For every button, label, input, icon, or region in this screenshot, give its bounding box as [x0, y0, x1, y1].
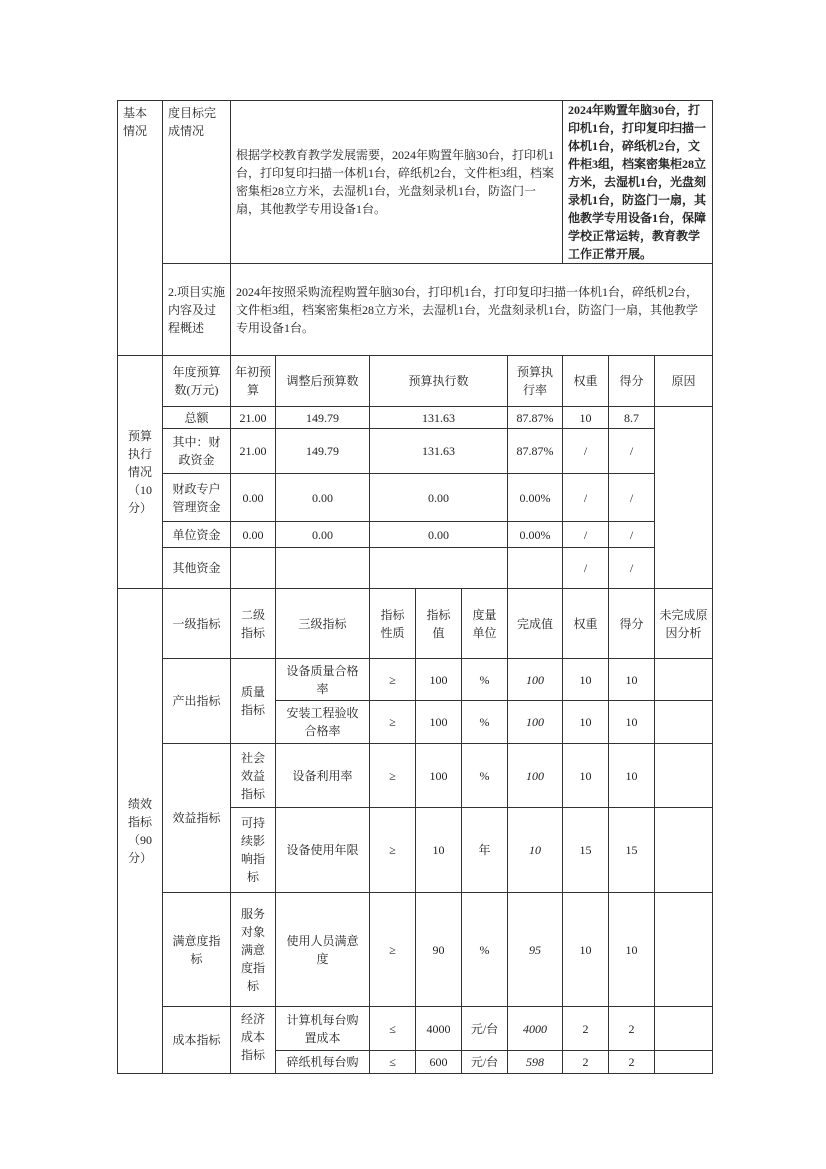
budget-name: 其中：财政资金 [163, 429, 231, 474]
indicator-target: 4000 [416, 1007, 462, 1051]
level2-sustainable: 可持续影响指标 [231, 808, 276, 893]
budget-executed: 0.00 [370, 474, 508, 522]
indicator-unit: 年 [462, 808, 508, 893]
indicator-weight: 10 [563, 893, 609, 1007]
level1-benefit: 效益指标 [163, 744, 231, 893]
indicator-name: 安装工程验收合格率 [276, 701, 370, 744]
indicator-actual: 100 [508, 659, 563, 701]
indicator-weight: 10 [563, 659, 609, 701]
indicator-score: 10 [609, 659, 655, 701]
indicator-score: 10 [609, 893, 655, 1007]
budget-score: / [609, 474, 655, 522]
indicator-unit: 元/台 [462, 1051, 508, 1074]
perf-row [118, 893, 713, 1007]
indicator-score: 2 [609, 1051, 655, 1074]
level1-satisfaction: 满意度指标 [163, 893, 231, 1007]
basic-section-label: 基本情况 [118, 101, 163, 356]
perf-row [118, 1007, 713, 1051]
budget-score: / [609, 522, 655, 548]
budget-header: 年度预算数(万元) [163, 356, 231, 407]
budget-header: 得分 [609, 356, 655, 407]
indicator-name: 设备利用率 [276, 744, 370, 808]
budget-executed: 131.63 [370, 429, 508, 474]
indicator-op: ≥ [370, 744, 416, 808]
indicator-op: ≥ [370, 893, 416, 1007]
indicator-actual: 100 [508, 701, 563, 744]
level2-service-satisfaction: 服务对象满意度指标 [231, 893, 276, 1007]
budget-initial [231, 548, 276, 589]
budget-weight: / [563, 429, 609, 474]
budget-header: 调整后预算数 [276, 356, 370, 407]
indicator-target: 100 [416, 701, 462, 744]
budget-rate: 87.87% [508, 429, 563, 474]
indicator-actual: 598 [508, 1051, 563, 1074]
indicator-target: 100 [416, 659, 462, 701]
budget-row [118, 474, 713, 522]
indicator-op: ≥ [370, 701, 416, 744]
budget-adjusted: 149.79 [276, 429, 370, 474]
indicator-weight: 2 [563, 1051, 609, 1074]
indicator-score: 2 [609, 1007, 655, 1051]
indicator-weight: 10 [563, 701, 609, 744]
indicator-actual: 95 [508, 893, 563, 1007]
indicator-target: 10 [416, 808, 462, 893]
budget-executed: 0.00 [370, 522, 508, 548]
budget-row [118, 429, 713, 474]
budget-score: 8.7 [609, 407, 655, 429]
perf-header: 完成值 [508, 589, 563, 659]
indicator-target: 600 [416, 1051, 462, 1074]
indicator-weight: 15 [563, 808, 609, 893]
perf-header: 一级指标 [163, 589, 231, 659]
indicator-name: 碎纸机每台购 [286, 1055, 359, 1069]
budget-name: 总额 [163, 407, 231, 429]
performance-section-label: 绩效指标（90分） [118, 589, 163, 1074]
indicator-score: 15 [609, 808, 655, 893]
budget-adjusted [276, 548, 370, 589]
budget-name: 单位资金 [163, 522, 231, 548]
level2-economic-cost: 经济成本指标 [231, 1007, 276, 1074]
budget-weight: / [563, 548, 609, 589]
budget-row [118, 522, 713, 548]
indicator-unit: % [462, 701, 508, 744]
indicator-reason [655, 701, 713, 744]
perf-header: 度量单位 [462, 589, 508, 659]
indicator-reason [655, 808, 713, 893]
indicator-actual: 100 [508, 744, 563, 808]
budget-header: 原因 [655, 356, 713, 407]
indicator-weight: 2 [563, 1007, 609, 1051]
budget-score: / [609, 429, 655, 474]
goal-actual-text: 2024年购置年脑30台，打印机1台，打印复印扫描一体机1台，碎纸机2台，文件柜3组，档案密集柜28立方米，去湿机1台，光盘刻录机1台，防盗门一扇，其他教学专用设备1台，保障学校正常运转，教育教学工作正常开展。 [563, 101, 713, 264]
level1-output: 产出指标 [163, 659, 231, 744]
budget-reason [655, 407, 713, 589]
budget-rate: 0.00% [508, 522, 563, 548]
perf-header: 权重 [563, 589, 609, 659]
level2-social: 社会效益指标 [231, 744, 276, 808]
level2-quality: 质量指标 [231, 659, 276, 744]
indicator-unit: % [462, 893, 508, 1007]
budget-header: 预算执行率 [508, 356, 563, 407]
budget-weight: 10 [563, 407, 609, 429]
indicator-reason [655, 744, 713, 808]
perf-header: 未完成原因分析 [655, 589, 713, 659]
budget-adjusted: 149.79 [276, 407, 370, 429]
budget-executed: 131.63 [370, 407, 508, 429]
indicator-op: ≤ [370, 1051, 416, 1074]
budget-rate: 87.87% [508, 407, 563, 429]
budget-row [118, 548, 713, 589]
implementation-label: 2.项目实施内容及过程概述 [163, 264, 231, 356]
budget-header: 预算执行数 [370, 356, 508, 407]
indicator-actual: 10 [508, 808, 563, 893]
budget-rate: 0.00% [508, 474, 563, 522]
budget-adjusted: 0.00 [276, 522, 370, 548]
indicator-name: 设备质量合格率 [276, 659, 370, 701]
perf-header: 得分 [609, 589, 655, 659]
budget-initial: 21.00 [231, 407, 276, 429]
budget-adjusted: 0.00 [276, 474, 370, 522]
perf-row [118, 744, 713, 808]
budget-section-label: 预算执行情况（10分） [118, 356, 163, 589]
level1-cost: 成本指标 [163, 1007, 231, 1074]
perf-header: 三级指标 [276, 589, 370, 659]
budget-name: 其他资金 [163, 548, 231, 589]
perf-header: 指标值 [416, 589, 462, 659]
budget-name: 财政专户管理资金 [163, 474, 231, 522]
indicator-op: ≥ [370, 808, 416, 893]
goal-completion-label: 度目标完成情况 [163, 101, 231, 264]
budget-weight: / [563, 474, 609, 522]
budget-score: / [609, 548, 655, 589]
performance-evaluation-table [117, 100, 713, 1074]
budget-initial: 21.00 [231, 429, 276, 474]
budget-header: 权重 [563, 356, 609, 407]
budget-executed [370, 548, 508, 589]
perf-header: 二级指标 [231, 589, 276, 659]
indicator-weight: 10 [563, 744, 609, 808]
indicator-score: 10 [609, 744, 655, 808]
indicator-target: 100 [416, 744, 462, 808]
perf-row [118, 659, 713, 701]
budget-initial: 0.00 [231, 474, 276, 522]
budget-header: 年初预算 [231, 356, 276, 407]
indicator-op: ≤ [370, 1007, 416, 1051]
indicator-reason [655, 659, 713, 701]
indicator-score: 10 [609, 701, 655, 744]
budget-row [118, 407, 713, 429]
budget-weight: / [563, 522, 609, 548]
implementation-text: 2024年按照采购流程购置年脑30台，打印机1台，打印复印扫描一体机1台，碎纸机2台，文件柜3组，档案密集柜28立方米，去湿机1台，光盘刻录机1台，防盗门一扇，其他教学专用设备1台。 [231, 264, 713, 356]
perf-header: 指标性质 [370, 589, 416, 659]
indicator-unit: % [462, 744, 508, 808]
indicator-reason [655, 1007, 713, 1051]
indicator-name: 使用人员满意度 [276, 893, 370, 1007]
indicator-reason [655, 893, 713, 1007]
indicator-name: 设备使用年限 [276, 808, 370, 893]
indicator-unit: % [462, 659, 508, 701]
indicator-actual: 4000 [508, 1007, 563, 1051]
goal-plan-text: 根据学校教育教学发展需要，2024年购置年脑30台，打印机1台，打印复印扫描一体机1台，碎纸机2台，文件柜3组，档案密集柜28立方米，去湿机1台，光盘刻录机1台，防盗门一扇，其他教学专用设备1台。 [231, 101, 563, 264]
budget-initial: 0.00 [231, 522, 276, 548]
budget-rate [508, 548, 563, 589]
indicator-unit: 元/台 [462, 1007, 508, 1051]
indicator-op: ≥ [370, 659, 416, 701]
indicator-target: 90 [416, 893, 462, 1007]
indicator-reason [655, 1051, 713, 1074]
indicator-name: 计算机每台购置成本 [276, 1007, 370, 1051]
